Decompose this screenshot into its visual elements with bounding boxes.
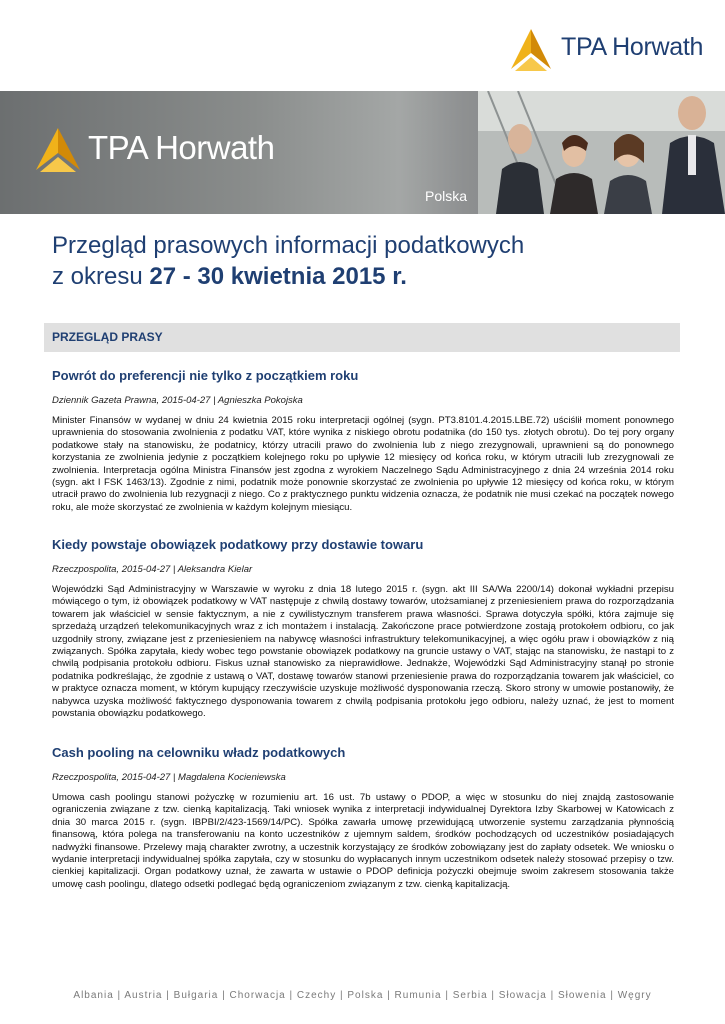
article-source: Rzeczpospolita, 2015-04-27 | Magdalena Kocieniewska: [52, 772, 286, 783]
business-people-photo: [478, 91, 725, 214]
top-logo: [505, 27, 715, 77]
article-body: Umowa cash poolingu stanowi pożyczkę w rozumieniu art. 16 ust. 7b ustawy o PDOP, a więc w stosunku do niej znajdą zastosowanie ograniczenia związane z tzw. cienką kapitalizacją. Taki wniosek wynika z interpretacji indywidualnej Dyrektora Izby Skarbowej w Katowicach z dnia 30 marca 2015 r. (sygn. IBPBI/2/423-1569/14/PC). Spółka zawarła umowę przewidującą utworzenie systemu zarządzania płynnością finansową, która polega na transferowaniu na konto uczestników z ujemnym saldem, środków pochodzących od uczestników posiadających nadwyżki finansowe. Przelewy mają charakter zwrotny, a uczestnik korzystający ze środków zobowiązany jest do zapłaty odsetek. We wniosku o wydanie interpretacji indywidualnej spółka zapytała, czy w stosunku do wypłacanych innym uczestnikom odsetek należy stosować przepisy o tzw. cienkiej kapitalizacji. Organ podatkowy uznał, że zawarta w ustawie o PDOP definicja pożyczki obejmuje swoim zakresem stosowania także umowę cash poolingu, dlatego odsetki podlegać będą ograniczeniom związanym z tzw. cienką kapitalizacją.: [52, 792, 674, 890]
banner-brand-name: TPA Horwath: [88, 129, 275, 166]
tpa-logo-mark-icon: [505, 27, 557, 73]
article-source: Dziennik Gazeta Prawna, 2015-04-27 | Agnieszka Pokojska: [52, 395, 303, 406]
country-label: Polska: [425, 188, 468, 204]
article: [52, 537, 674, 720]
article-headline: Powrót do preferencji nie tylko z początkiem roku: [52, 368, 359, 383]
article-body: Minister Finansów w wydanej w dniu 24 kwietnia 2015 roku interpretacji ogólnej (sygn. PT3.8101.4.2015.LBE.72) uściślił moment ponownego uprawnienia do stosowania zwolnienia z podatku VAT, które wynika z niskiego obrotu podatnika (do 150 tys. złotych obrotu). Do tej pory organy podatkowe stały na stanowisku, że podatnicy, którzy utracili prawo do zwolnienia lub z niego zrezygnowali, uprawnieni są do ponownego korzystania ze zwolnienia jedynie z początkiem kolejnego roku po upływie 12 miesięcy od końca roku, w którym utracili lub zrezygnowali ze zwolnienia. Interpretacja ogólna Ministra Finansów jest zgodna z wyrokiem Naczelnego Sądu Administracyjnego z dnia 24 września 2014 roku (sygn. akt I FSK 1463/13). Zgodnie z nimi, podatnik może ponownie skorzystać ze zwolnienia po upływie 12 miesięcy od końca roku, w którym utracił prawo do zwolnienia lub rezygnacji z niego. Co z praktycznego punktu widzenia oznacza, że podatnik nie musi czekać na początek nowego roku, ale może skorzystać ze zwolnienia w każdym kolejnym miesiącu.: [52, 415, 674, 513]
title-date-range: 27 - 30 kwietnia 2015 r.: [149, 263, 407, 290]
title-line-1: Przegląd prasowych informacji podatkowych: [52, 232, 525, 259]
article-headline: Cash pooling na celowniku władz podatkowych: [52, 745, 346, 760]
footer-country-list: Albania | Austria | Bułgaria | Chorwacja | Czechy | Polska | Rumunia | Serbia | Słowacja | Słowenia | Węgry: [73, 990, 652, 1001]
section-header: [44, 323, 680, 352]
article: [52, 745, 674, 891]
tpa-logo-mark-icon: [30, 126, 86, 174]
article-body: Wojewódzki Sąd Administracyjny w Warszawie w wyroku z dnia 18 lutego 2015 r. (sygn. akt III SA/Wa 2200/14) dokonał wykładni przepisu mówiącego o tym, iż obowiązek podatkowy w VAT następuje z chwilą dostawy towarów, utożsamianej z przeniesieniem prawa do rozporządzania towarem jak właściciel w sensie faktycznym, a nie z cywilistycznym transferem prawa własności. Sprawa dotyczyła spółki, która zajmuje się sprzedażą urządzeń telekomunikacyjnych wraz z ich montażem i instalacją. Zakończone prace potwierdzone zostają protokołem odbioru, co jak uzgodniły strony, związane jest z przeniesieniem na nabywcę własności infrastruktury telekomunikacyjnej, a więc ogółu praw i obowiązków z nią związanych. Spółka zapytała, kiedy wobec tego powstanie obowiązek podatkowy na gruncie ustawy o VAT, stając na stanowisku, że nastąpi to z chwilą podpisania protokołu odbioru. Fiskus uznał stanowisko za nieprawidłowe. Jednakże, Wojewódzki Sąd Administracyjny stanął po stronie podatnika podkreślając, że zgodnie z ustawą o VAT, dostawę towarów stanowi przeniesienie prawa do rozporządzania towarem jak właściciel, co w praktyce oznacza moment, w którym kupujący rzeczywiście uzyskuje możliwość dysponowania rzeczą. Skoro strony w umowie postanowiły, że nabywca uzyska możliwość faktycznego dysponowania towarem z chwilą podpisania protokołu jego odbioru, należy uznać, że jest to moment powstania obowiązku podatkowego.: [52, 584, 674, 720]
article: [52, 368, 674, 514]
header-banner: [0, 91, 725, 214]
section-label: PRZEGLĄD PRASY: [52, 330, 163, 344]
brand-name: TPA Horwath: [561, 33, 704, 61]
title-line-2: [52, 261, 524, 292]
article-headline: Kiedy powstaje obowiązek podatkowy przy dostawie towaru: [52, 537, 424, 552]
article-source: Rzeczpospolita, 2015-04-27 | Aleksandra Kielar: [52, 564, 253, 575]
page-title: [52, 230, 524, 292]
title-line-2-prefix: z okresu: [52, 263, 150, 290]
